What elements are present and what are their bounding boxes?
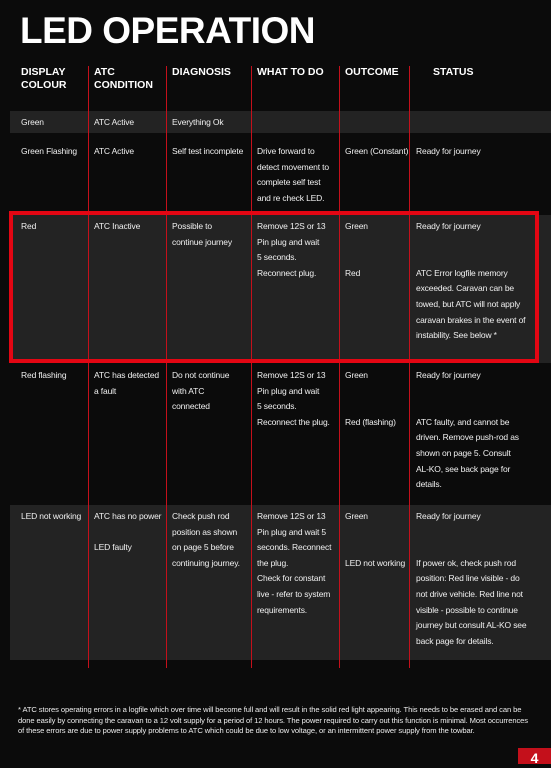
cell-atc-condition-line: ATC has no power bbox=[94, 511, 162, 521]
header-label: OUTCOME bbox=[345, 66, 399, 78]
cell-outcome-line: LED not working bbox=[345, 557, 406, 568]
page-number: 4 bbox=[530, 750, 539, 766]
cell-diagnosis-line: Self test incomplete bbox=[172, 146, 244, 156]
header-label: CONDITION bbox=[94, 79, 153, 91]
cell-diagnosis-line: Check push rod bbox=[172, 511, 230, 521]
cell-what-to-do-line: Remove 12S or 13 bbox=[257, 511, 326, 521]
cell-atc-condition-line: ATC has detected bbox=[94, 370, 160, 380]
cell-what-to-do-line: Remove 12S or 13 bbox=[257, 221, 326, 231]
cell-atc-condition-line: LED faulty bbox=[94, 542, 132, 553]
page-number-badge bbox=[518, 748, 551, 764]
header-label: DIAGNOSIS bbox=[172, 66, 231, 78]
cell-status-line: position: Red line visible - do bbox=[416, 573, 520, 584]
cell-status-line: Ready for journey bbox=[416, 370, 481, 380]
table-row bbox=[10, 111, 551, 133]
column-divider bbox=[409, 66, 410, 668]
cell-status-line: If power ok, check push rod bbox=[416, 557, 516, 568]
header-label: COLOUR bbox=[21, 79, 67, 91]
header-atc-condition bbox=[94, 66, 153, 92]
cell-what-to-do-line: Check for constant bbox=[257, 573, 326, 584]
footnote-text: * ATC stores operating errors in a logfile which over time will become full and will result in the solid red light appearing. This needs to be erased and can be done easily by connecting the caravan to a 12 volt supply for a period of 12 hours. The power required to carry out this function is minimal. Most occurrences of these errors are due to power supply problems to ATC which could be due to low voltage, or an intermittent power supply from the towbar. bbox=[18, 705, 528, 736]
cell-what-to-do-line: 5 seconds. bbox=[257, 252, 297, 263]
cell-diagnosis-line: continuing journey. bbox=[172, 557, 240, 568]
header-outcome bbox=[345, 66, 399, 79]
cell-atc-condition-line: ATC Active bbox=[94, 146, 134, 156]
cell-diagnosis-line: connected bbox=[172, 401, 210, 412]
cell-what-to-do-line: Pin plug and wait 5 bbox=[257, 526, 326, 537]
cell-status-line: shown on page 5. Consult bbox=[416, 448, 511, 458]
cell-status-line: AL-KO, see back page for bbox=[416, 463, 511, 474]
cell-status-line: back page for details. bbox=[416, 635, 494, 646]
cell-outcome-line: Green bbox=[345, 511, 368, 521]
cell-what-to-do-line: Reconnect the plug. bbox=[257, 416, 330, 427]
cell-status-line: Ready for journey bbox=[416, 221, 481, 231]
header-status bbox=[433, 66, 473, 79]
cell-status-line: exceeded. Caravan can be bbox=[416, 283, 514, 294]
cell-status-line: not drive vehicle. Red line not bbox=[416, 589, 523, 599]
cell-status-line: caravan brakes in the event of bbox=[416, 314, 526, 325]
cell-display-colour-line: Green bbox=[21, 117, 44, 127]
cell-what-to-do-line: complete self test bbox=[257, 177, 321, 188]
cell-what-to-do-line: Remove 12S or 13 bbox=[257, 370, 326, 380]
cell-display-colour-line: LED not working bbox=[21, 511, 82, 521]
header-label: DISPLAY bbox=[21, 66, 66, 78]
cell-what-to-do-line: the plug. bbox=[257, 557, 289, 568]
cell-what-to-do-line: 5 seconds. bbox=[257, 401, 297, 412]
cell-diagnosis-line: with ATC bbox=[172, 385, 205, 396]
cell-what-to-do-line: requirements. bbox=[257, 604, 308, 615]
header-what-to-do bbox=[257, 66, 324, 79]
header-label: ATC bbox=[94, 66, 115, 78]
cell-diagnosis-line: Everything Ok bbox=[172, 117, 224, 127]
cell-display-colour-line: Green Flashing bbox=[21, 146, 78, 156]
cell-diagnosis-line: position as shown bbox=[172, 526, 238, 537]
cell-what-to-do-line: Pin plug and wait bbox=[257, 385, 320, 396]
cell-status-line: ATC Error logfile memory bbox=[416, 267, 508, 278]
cell-status-line: Ready for journey bbox=[416, 146, 481, 156]
column-divider bbox=[339, 66, 340, 668]
cell-status-line: towed, but ATC will not apply bbox=[416, 299, 521, 309]
cell-outcome-line: Green bbox=[345, 370, 368, 380]
highlight-box bbox=[9, 211, 539, 363]
cell-diagnosis-line: Do not continue bbox=[172, 370, 230, 380]
cell-diagnosis-line: Possible to bbox=[172, 221, 212, 231]
cell-atc-condition-line: ATC Active bbox=[94, 117, 134, 127]
header-label: WHAT TO DO bbox=[257, 66, 324, 78]
cell-outcome-line: Green bbox=[345, 221, 368, 231]
cell-display-colour-line: Red bbox=[21, 221, 37, 231]
header-label: STATUS bbox=[433, 66, 474, 78]
header-diagnosis bbox=[172, 66, 231, 79]
cell-what-to-do-line: and re check LED. bbox=[257, 192, 325, 203]
cell-status-line: instability. See below * bbox=[416, 330, 497, 341]
cell-what-to-do-line: seconds. Reconnect bbox=[257, 542, 332, 553]
cell-status-line: driven. Remove push-rod as bbox=[416, 432, 519, 443]
cell-diagnosis-line: continue journey bbox=[172, 236, 232, 247]
header-display-colour bbox=[21, 66, 67, 92]
cell-status-line: Ready for journey bbox=[416, 511, 481, 521]
cell-status-line: details. bbox=[416, 479, 442, 490]
cell-status-line: ATC faulty, and cannot be bbox=[416, 416, 510, 427]
cell-atc-condition-line: ATC Inactive bbox=[94, 221, 141, 231]
cell-diagnosis-line: on page 5 before bbox=[172, 542, 234, 553]
column-divider bbox=[166, 66, 167, 668]
cell-outcome-line: Green (Constant) bbox=[345, 146, 409, 156]
column-divider bbox=[88, 66, 89, 668]
cell-atc-condition-line: a fault bbox=[94, 385, 117, 396]
cell-what-to-do-line: live - refer to system bbox=[257, 589, 331, 599]
page-title: LED OPERATION bbox=[20, 10, 315, 51]
cell-what-to-do-line: detect movement to bbox=[257, 161, 329, 172]
column-divider bbox=[251, 66, 252, 668]
cell-outcome-line: Red bbox=[345, 267, 361, 278]
cell-outcome-line: Red (flashing) bbox=[345, 416, 396, 427]
footnote bbox=[18, 705, 534, 737]
cell-what-to-do-line: Reconnect plug. bbox=[257, 267, 317, 278]
cell-display-colour-line: Red flashing bbox=[21, 370, 67, 380]
cell-status-line: journey but consult AL-KO see bbox=[416, 620, 527, 631]
cell-what-to-do-line: Pin plug and wait bbox=[257, 236, 320, 247]
cell-what-to-do-line: Drive forward to bbox=[257, 146, 315, 156]
cell-status-line: visible - possible to continue bbox=[416, 604, 518, 615]
